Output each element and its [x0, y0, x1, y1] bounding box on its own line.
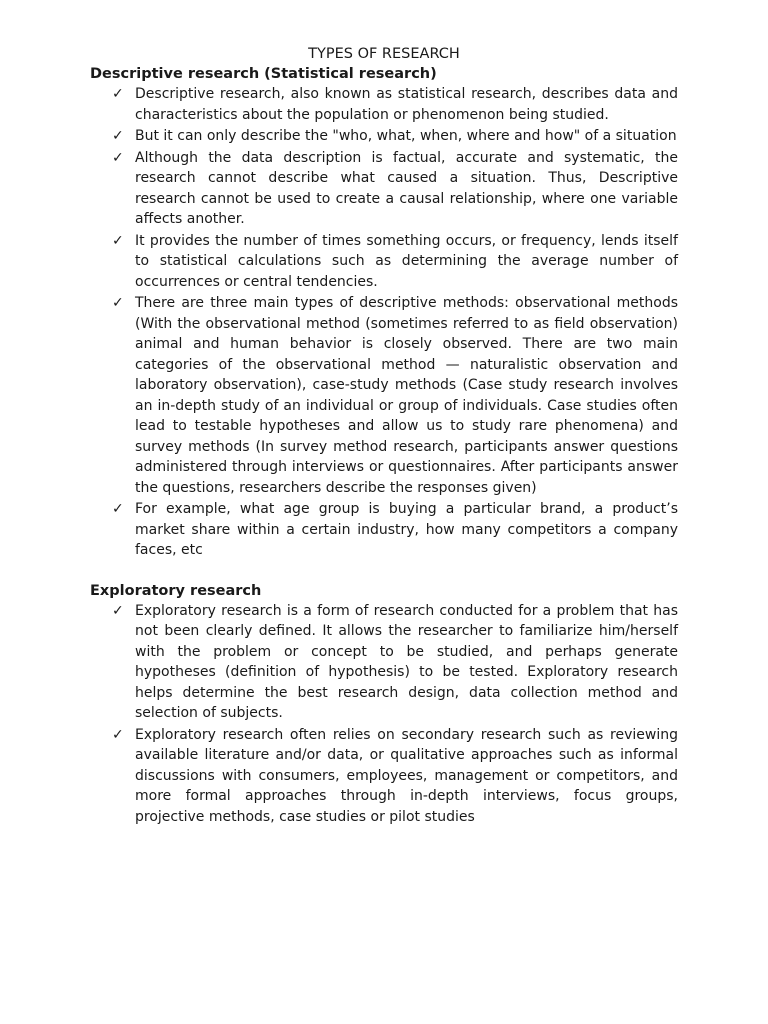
- checkmark-icon: ✓: [112, 726, 124, 743]
- checkmark-icon: ✓: [112, 232, 124, 249]
- document-title: TYPES OF RESEARCH: [308, 46, 460, 62]
- list-item: [90, 84, 678, 125]
- bullet-list-descriptive: [90, 84, 678, 561]
- checkmark-icon: ✓: [112, 149, 124, 166]
- checkmark-icon: ✓: [112, 128, 124, 144]
- checkmark-icon: ✓: [112, 602, 124, 619]
- section-heading-descriptive: Descriptive research (Statistical research): [90, 66, 437, 82]
- list-item-text: Exploratory research often relies on secondary research such as reviewing available literature and/or data, or qualitative approaches such as informal discussions with consumers, employees, management or competitors, and more formal approaches through in-depth interviews, focus groups, projective methods, case studies or pilot studies: [135, 726, 678, 825]
- list-item-text: There are three main types of descriptive methods: observational methods (With the observational method (sometimes referred to as field observation) animal and human behavior is closely observed. There are two main categories of the observational method — naturalistic observation and laboratory observation), case-study methods (Case study research involves an in-depth study of an individual or group of individuals. Case studies often lead to testable hypotheses and allow us to study rare phenomena) and survey methods (In survey method research, participants answer questions administered through interviews or questionnaires. After participants answer the questions, researchers describe the responses given): [135, 295, 678, 496]
- checkmark-icon: ✓: [112, 501, 124, 517]
- section-heading-exploratory: Exploratory research: [90, 582, 262, 599]
- list-item: [90, 725, 678, 828]
- checkmark-icon: ✓: [112, 295, 124, 311]
- list-item-text: It provides the number of times something occurs, or frequency, lends itself to statistical calculations such as determining the average number of occurrences or central tendencies.: [135, 232, 678, 290]
- list-item: [90, 148, 678, 230]
- list-item: [90, 126, 678, 147]
- list-item-text: Although the data description is factual, accurate and systematic, the research cannot describe what caused a situation. Thus, Descriptive research cannot be used to create a causal relationship, where one variable affects another.: [135, 149, 678, 227]
- list-item-text: Exploratory research is a form of research conducted for a problem that has not been clearly defined. It allows the researcher to familiarize him/herself with the problem or concept to be studied, and perhaps generate hypotheses (definition of hypothesis) to be tested. Exploratory research helps determine the best research design, data collection method and selection of subjects.: [135, 602, 678, 721]
- list-item: [90, 231, 678, 293]
- list-item: [90, 293, 678, 498]
- bullet-list-exploratory: [90, 601, 678, 828]
- list-item-text: But it can only describe the "who, what, when, where and how" of a situation: [135, 128, 677, 144]
- list-item: [90, 601, 678, 724]
- checkmark-icon: ✓: [112, 86, 124, 102]
- list-item: [90, 499, 678, 561]
- document-content: [90, 44, 678, 827]
- list-item-text: Descriptive research, also known as statistical research, describes data and characteristics about the population or phenomenon being studied.: [135, 86, 678, 123]
- list-item-text: For example, what age group is buying a particular brand, a product’s market share within a certain industry, how many competitors a company faces, etc: [135, 501, 678, 558]
